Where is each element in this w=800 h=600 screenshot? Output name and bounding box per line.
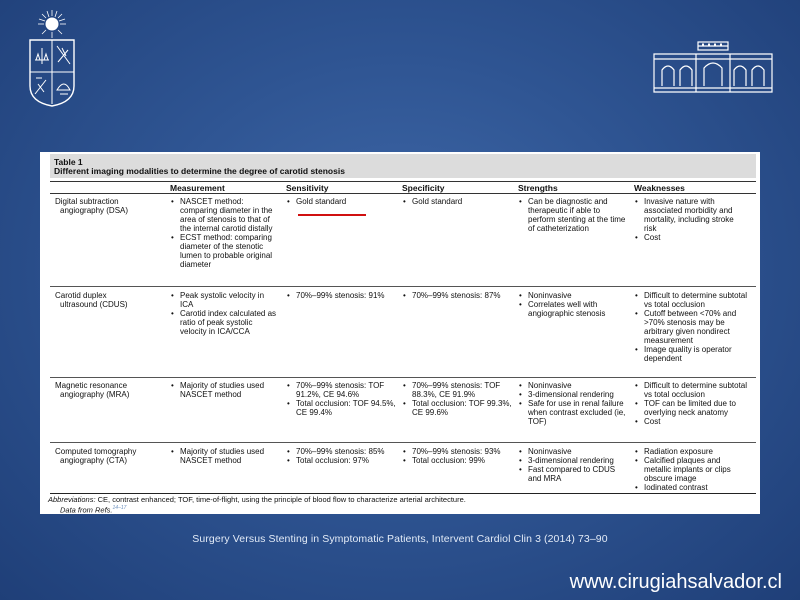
list-item: • Iodinated contrast [634, 483, 748, 492]
table-footnote-source [60, 505, 126, 514]
university-crest-icon [22, 8, 82, 108]
column-header-sensitivity: Sensitivity [286, 183, 329, 193]
header-bottom-rule [50, 193, 756, 194]
list-item: • Total occlusion: TOF 94.5%, CE 99.4% [286, 399, 396, 417]
list-item: • Can be diagnostic and therapeutic if able to perform stenting at the time of catheterization [518, 197, 628, 233]
row-cdus-measurement [170, 291, 278, 336]
list-item: • Image quality is operator dependent [634, 345, 748, 363]
table-number: Table 1 [54, 157, 83, 167]
column-header-weaknesses: Weaknesses [634, 183, 685, 193]
row-dsa-strengths [518, 197, 628, 233]
row-mra-weaknesses [634, 381, 748, 426]
list-item: • 70%–99% stenosis: 85% [286, 447, 396, 456]
row-cta-modality-line2: angiography (CTA) [60, 456, 127, 465]
list-item: • Noninvasive [518, 291, 628, 300]
list-item: • Carotid index calculated as ratio of peak systolic velocity in ICA/CCA [170, 309, 278, 336]
list-item: • 70%–99% stenosis: 93% [402, 447, 512, 456]
row-mra-modality-line1: Magnetic resonance [55, 381, 128, 390]
list-item: • 70%–99% stenosis: TOF 88.3%, CE 91.9% [402, 381, 512, 399]
row-cdus-strengths [518, 291, 628, 318]
hospital-building-icon [652, 40, 774, 96]
list-item: • Correlates well with angiographic stenosis [518, 300, 628, 318]
slide-caption: Surgery Versus Stenting in Symptomatic Patients, Intervent Cardiol Clin 3 (2014) 73–90 [192, 533, 608, 545]
list-item: • Fast compared to CDUS and MRA [518, 465, 628, 483]
row-dsa-weaknesses [634, 197, 748, 242]
list-item: • Total occlusion: 99% [402, 456, 512, 465]
list-item: • 3-dimensional rendering [518, 456, 628, 465]
row-cta-sensitivity [286, 447, 396, 465]
list-item: • Cost [634, 417, 748, 426]
table-footnote-abbreviations [48, 496, 754, 504]
row-mra-specificity [402, 381, 512, 417]
row-cta-strengths [518, 447, 628, 483]
row-dsa-sensitivity [286, 197, 394, 206]
list-item: • TOF can be limited due to overlying neck anatomy [634, 399, 748, 417]
list-item: • 70%–99% stenosis: 91% [286, 291, 394, 300]
list-item: • NASCET method: comparing diameter in the area of stenosis to that of the internal carotid distally [170, 197, 278, 233]
list-item: • Noninvasive [518, 381, 628, 390]
row-cdus-modality-line2: ultrasound (CDUS) [60, 300, 128, 309]
list-item: • 70%–99% stenosis: 87% [402, 291, 510, 300]
list-item: • Total occlusion: 97% [286, 456, 396, 465]
website-url: www.cirugiahsalvador.cl [569, 571, 782, 593]
column-header-specificity: Specificity [402, 183, 445, 193]
row-divider [50, 286, 756, 287]
list-item: • 3-dimensional rendering [518, 390, 628, 399]
list-item: • Majority of studies used NASCET method [170, 447, 278, 465]
list-item: • Gold standard [286, 197, 394, 206]
row-dsa-modality-line2: angiography (DSA) [60, 206, 129, 215]
list-item: • Total occlusion: TOF 99.3%, CE 99.6% [402, 399, 512, 417]
row-cta-specificity [402, 447, 512, 465]
list-item: • Peak systolic velocity in ICA [170, 291, 278, 309]
row-dsa-modality [55, 197, 167, 215]
row-dsa-specificity [402, 197, 510, 206]
header-top-rule [50, 181, 756, 182]
row-cta-modality-line1: Computed tomography [55, 447, 137, 456]
row-divider [50, 377, 756, 378]
row-divider [50, 442, 756, 443]
data-from-label: Data from Refs. [60, 505, 113, 514]
list-item: • Invasive nature with associated morbidity and mortality, including stroke risk [634, 197, 748, 233]
list-item: • Gold standard [402, 197, 510, 206]
list-item: • Cost [634, 233, 748, 242]
abbreviations-label: Abbreviations: [48, 495, 96, 504]
row-mra-modality-line2: angiography (MRA) [60, 390, 130, 399]
row-cdus-modality [55, 291, 167, 309]
list-item: • Safe for use in renal failure when contrast excluded (ie, TOF) [518, 399, 628, 426]
list-item: • Difficult to determine subtotal vs total occlusion [634, 381, 748, 399]
abbreviations-text: CE, contrast enhanced; TOF, time-of-flight, using the principle of blood flow to characterize arterial architecture. [95, 495, 466, 504]
table-title-bar [50, 154, 756, 178]
list-item: • Noninvasive [518, 447, 628, 456]
highlight-underline [298, 214, 366, 216]
table-bottom-rule [50, 493, 756, 494]
list-item: • ECST method: comparing diameter of the stenotic lumen to probable original diameter [170, 233, 278, 269]
row-mra-modality [55, 381, 167, 399]
row-mra-measurement [170, 381, 278, 399]
row-cdus-modality-line1: Carotid duplex [55, 291, 107, 300]
list-item: • 70%–99% stenosis: TOF 91.2%, CE 94.6% [286, 381, 396, 399]
list-item: • Radiation exposure [634, 447, 748, 456]
column-header-measurement: Measurement [170, 183, 225, 193]
row-cta-measurement [170, 447, 278, 465]
column-header-strengths: Strengths [518, 183, 558, 193]
row-cdus-specificity [402, 291, 510, 300]
row-mra-sensitivity [286, 381, 396, 417]
table-title: Different imaging modalities to determine the degree of carotid stenosis [54, 166, 345, 176]
row-cdus-sensitivity [286, 291, 394, 300]
row-dsa-measurement [170, 197, 278, 269]
list-item: • Majority of studies used NASCET method [170, 381, 278, 399]
list-item: • Difficult to determine subtotal vs total occlusion [634, 291, 748, 309]
row-cta-modality [55, 447, 167, 465]
row-cta-weaknesses [634, 447, 748, 492]
list-item: • Cutoff between <70% and >70% stenosis may be arbitrary given nondirect measurement [634, 309, 748, 345]
list-item: • Calcified plaques and metallic implants or clips obscure image [634, 456, 748, 483]
row-mra-strengths [518, 381, 628, 426]
data-from-refs: 14–17 [112, 505, 127, 511]
table-figure [40, 152, 760, 514]
row-cdus-weaknesses [634, 291, 748, 363]
row-dsa-modality-line1: Digital subtraction [55, 197, 119, 206]
